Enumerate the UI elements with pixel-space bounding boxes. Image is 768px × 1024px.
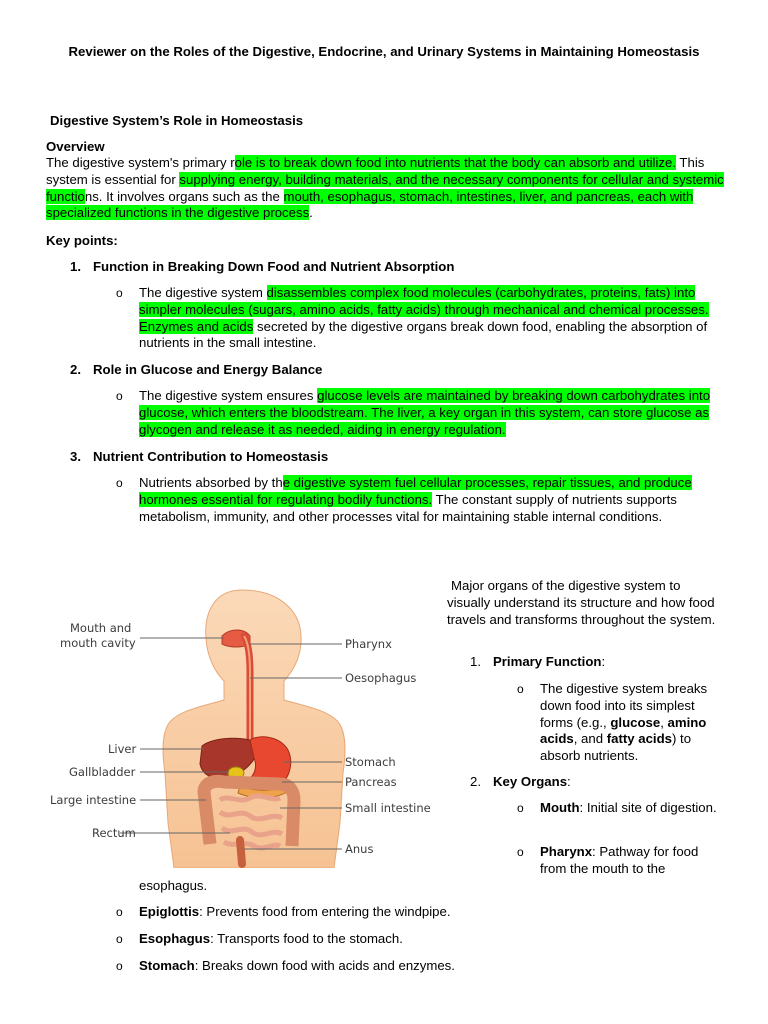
bullet-marker: o [116, 476, 123, 490]
label-anus: Anus [345, 842, 374, 856]
overview-text-1: The digestive system's primary r [46, 155, 235, 170]
bullet-marker: o [116, 905, 123, 919]
point-highlight: e digestive system fuel cellular processes, repair tissues, and produce hormones essential for regulating bodily functions. [139, 475, 692, 507]
label-pharynx: Pharynx [345, 637, 392, 651]
bullet-marker: o [116, 932, 123, 946]
bullet-marker: o [517, 801, 524, 815]
point-title: Role in Glucose and Energy Balance [93, 362, 323, 377]
rectum [240, 840, 242, 864]
digestive-system-diagram [44, 578, 444, 868]
point-body [139, 285, 719, 352]
overview-highlight-2: supplying energy, building materials, and the necessary components for cellular and systemic functio [46, 171, 724, 204]
point-body [139, 388, 725, 438]
point-text: secreted by the digestive organs break down food, enabling the absorption of nutrients in the small intestine. [139, 318, 708, 351]
overview-paragraph [46, 155, 726, 222]
side-item-heading: Key Organs: [493, 774, 571, 789]
overview-heading: Overview [46, 139, 105, 154]
overview-text-3: ns. It involves organs such as the [84, 188, 284, 204]
point-highlight: glucose levels are maintained by breaking down carbohydrates into glucose, which enters the bloodstream. The liver, a key organ in this system, can store glucose as glycogen and release it as needed, aiding in energy regulation. [139, 388, 711, 437]
point-highlight: disassembles complex food molecules (carbohydrates, proteins, fats) into simpler molecules (sugars, amino acids, fatty acids) through mechanical and chemical processes. [139, 285, 709, 317]
point-text: The digestive system ensures [139, 388, 318, 403]
overview-text-2: This system is essential for [46, 155, 705, 187]
label-mouth: Mouth and [70, 621, 132, 635]
bullet-marker: o [116, 959, 123, 973]
overview-highlight-3: mouth, esophagus, stomach, intestines, liver, and pancreas, each with specialized functions in the digestive process [46, 188, 694, 221]
label-small-intestine: Small intestine [345, 801, 431, 815]
point-text: The digestive system [139, 285, 267, 300]
overview-highlight-1: ole is to break down food into nutrients that the body can absorb and utilize. [234, 155, 676, 170]
label-pancreas: Pancreas [345, 775, 397, 789]
label-liver: Liver [108, 742, 137, 756]
point-text: Nutrients absorbed by th [139, 475, 283, 490]
label-stomach: Stomach [345, 755, 396, 769]
organ-item: Pharynx: Pathway for food from the mouth to the [540, 844, 699, 876]
point-title: Function in Breaking Down Food and Nutrient Absorption [93, 259, 455, 274]
point-body [139, 475, 719, 525]
side-number: 1. [470, 654, 481, 669]
point-number: 3. [70, 449, 81, 464]
point-highlight: Enzymes and acids [139, 318, 254, 334]
organ-item: Epiglottis: Prevents food from entering the windpipe. [139, 904, 451, 919]
key-points-heading: Key points: [46, 233, 118, 248]
bullet-marker: o [517, 682, 524, 696]
section-heading: Digestive System’s Role in Homeostasis [50, 113, 304, 128]
document-title: Reviewer on the Roles of the Digestive, Endocrine, and Urinary Systems in Maintaining Homeostasis [68, 44, 700, 59]
label-gallbladder: Gallbladder [69, 765, 136, 779]
side-intro: Major organs of the digestive system to visually understand its structure and how food travels and transforms throughout the system. [447, 578, 716, 627]
organ-item: Esophagus: Transports food to the stomach. [139, 931, 403, 946]
side-number: 2. [470, 774, 481, 789]
point-number: 2. [70, 362, 81, 377]
side-item-heading: Primary Function: [493, 654, 606, 669]
label-large-intestine: Large intestine [50, 793, 137, 807]
label-oesophagus: Oesophagus [345, 671, 417, 685]
bullet-marker: o [116, 286, 123, 300]
point-number: 1. [70, 259, 81, 274]
bullet-marker: o [116, 389, 123, 403]
organ-item-continuation: esophagus. [139, 878, 208, 893]
side-item-body: The digestive system breaks down food into its simplest forms (e.g., glucose, amino acids, and fatty acids) to absorb nutrients. [540, 681, 708, 764]
label-mouth-cavity: mouth cavity [60, 636, 136, 650]
bullet-marker: o [517, 845, 524, 859]
point-text: The constant supply of nutrients supports metabolism, immunity, and other processes vital for maintaining stable internal conditions. [139, 491, 677, 524]
overview-text-4: . [309, 205, 313, 221]
body-silhouette [163, 590, 345, 868]
organ-item: Mouth: Initial site of digestion. [540, 800, 717, 815]
organ-item: Stomach: Breaks down food with acids and enzymes. [139, 958, 455, 973]
label-rectum: Rectum [92, 826, 136, 840]
point-title: Nutrient Contribution to Homeostasis [93, 449, 329, 464]
